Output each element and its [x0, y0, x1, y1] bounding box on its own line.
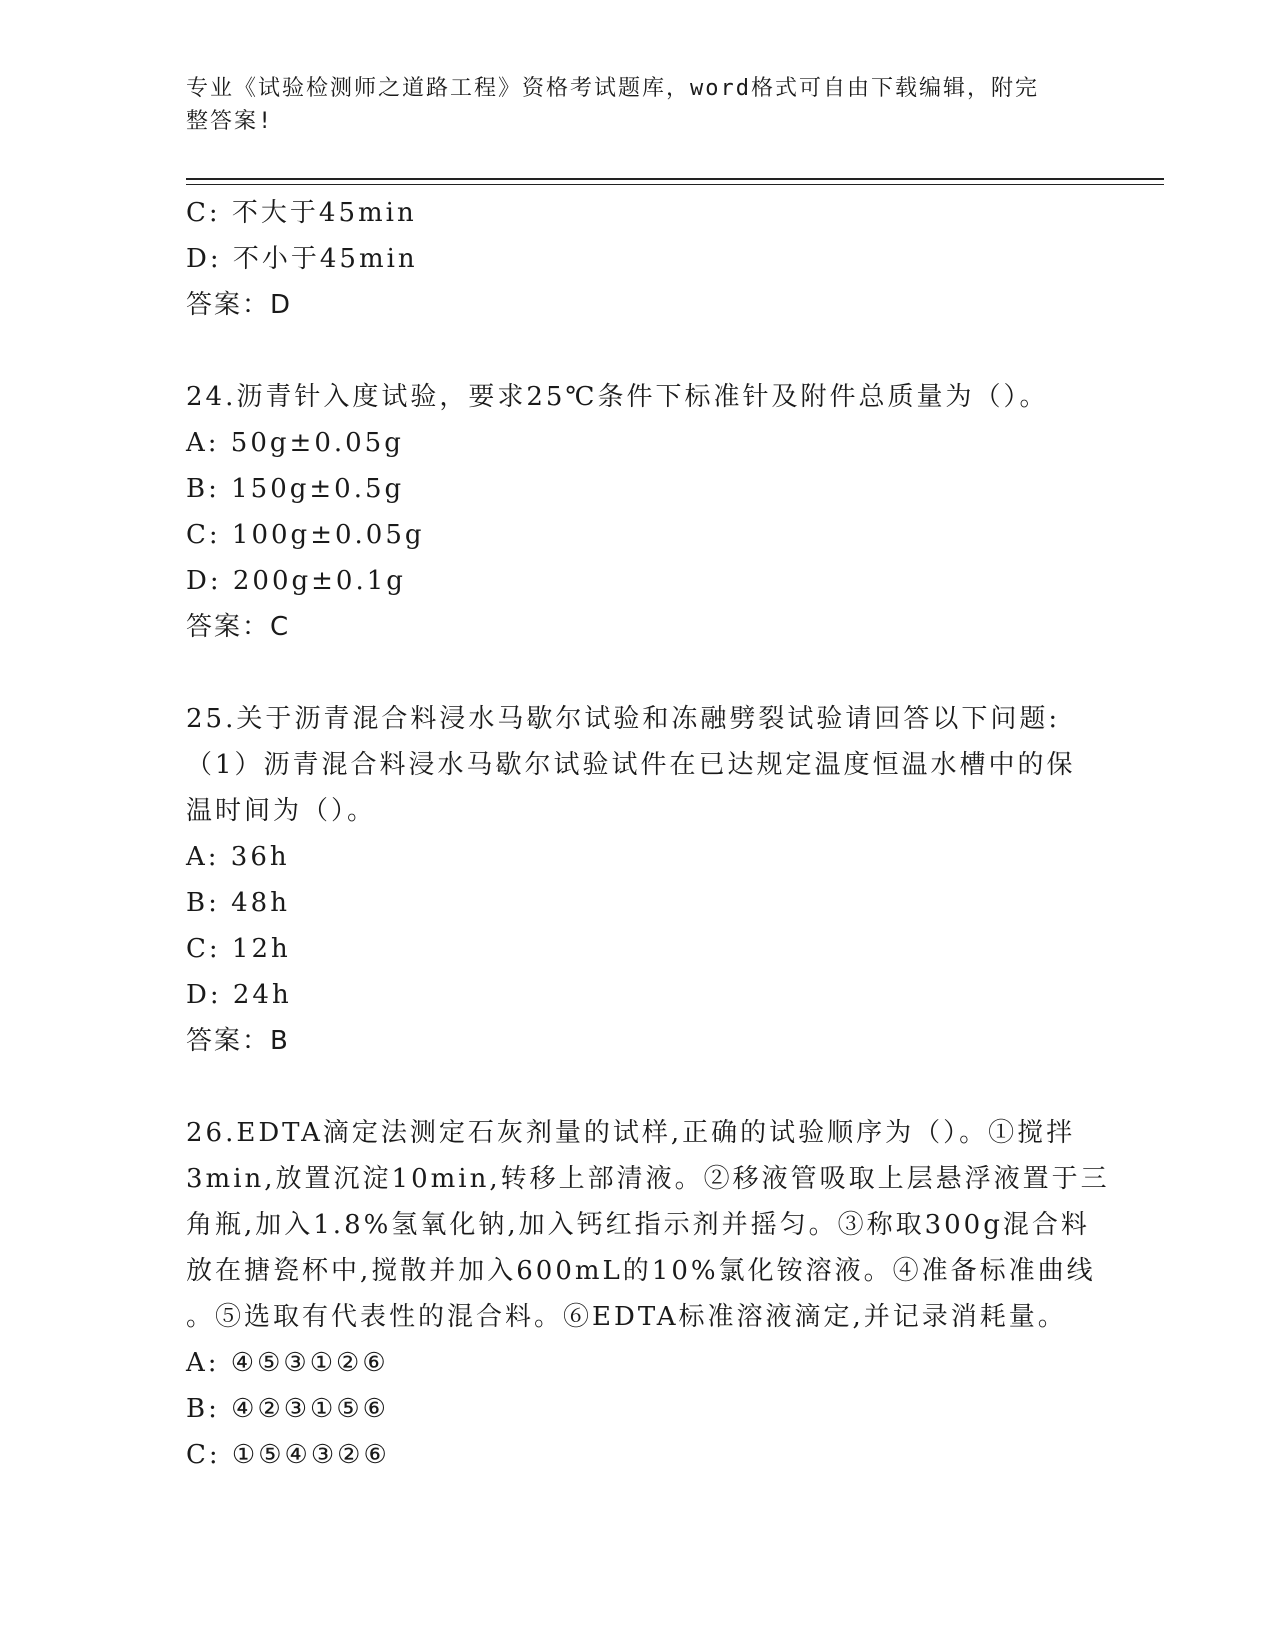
question-25	[186, 696, 1086, 1064]
spacer	[186, 650, 1086, 696]
answer: 答案：B	[186, 1026, 290, 1056]
header-line-1: 专业《试验检测师之道路工程》资格考试题库，word格式可自由下载编辑，附完	[186, 76, 1039, 101]
option-d: D: 200g±0.1g	[186, 566, 406, 596]
question-stem-line: 26.EDTA滴定法测定石灰剂量的试样,正确的试验顺序为（）。①搅拌	[186, 1118, 1076, 1148]
question-stem-line: 。⑤选取有代表性的混合料。⑥EDTA标准溶液滴定,并记录消耗量。	[186, 1302, 1067, 1332]
question-stem-line: 放在搪瓷杯中,搅散并加入600mL的10%氯化铵溶液。④准备标准曲线	[186, 1256, 1096, 1286]
option-c: C: 不大于45min	[186, 198, 417, 228]
option-b: B: 150g±0.5g	[186, 474, 405, 504]
question-26	[186, 1110, 1110, 1478]
option-d: D: 不小于45min	[186, 244, 418, 274]
document-header	[186, 72, 1086, 138]
question-stem: 24.沥青针入度试验，要求25℃条件下标准针及附件总质量为（）。	[186, 382, 1049, 412]
question-stem-line: 3min,放置沉淀10min,转移上部清液。②移液管吸取上层悬浮液置于三	[186, 1164, 1110, 1194]
question-stem-line: 角瓶,加入1.8%氢氧化钠,加入钙红指示剂并摇匀。③称取300g混合料	[186, 1210, 1090, 1240]
option-d: D: 24h	[186, 980, 292, 1010]
question-stem-line: 温时间为（）。	[186, 796, 377, 826]
option-b: B: ④②③①⑤⑥	[186, 1394, 389, 1424]
option-a: A: ④⑤③①②⑥	[186, 1348, 389, 1378]
answer: 答案：D	[186, 290, 293, 320]
question-stem-line: 25.关于沥青混合料浸水马歇尔试验和冻融劈裂试验请回答以下问题:	[186, 704, 1061, 734]
option-c: C: 12h	[186, 934, 291, 964]
header-line-2: 整答案!	[186, 109, 274, 134]
document-body	[186, 190, 1110, 1478]
question-23-tail	[186, 190, 1086, 328]
option-a: A: 36h	[186, 842, 290, 872]
question-24	[186, 374, 1086, 650]
answer: 答案：C	[186, 612, 291, 642]
header-divider-thin	[186, 184, 1164, 185]
header-divider-thick	[186, 178, 1164, 180]
option-a: A: 50g±0.05g	[186, 428, 404, 458]
option-c: C: 100g±0.05g	[186, 520, 425, 550]
spacer	[186, 1064, 1086, 1110]
option-c: C: ①⑤④③②⑥	[186, 1440, 390, 1470]
option-b: B: 48h	[186, 888, 290, 918]
question-stem-line: （1）沥青混合料浸水马歇尔试验试件在已达规定温度恒温水槽中的保	[186, 750, 1076, 780]
spacer	[186, 328, 1086, 374]
